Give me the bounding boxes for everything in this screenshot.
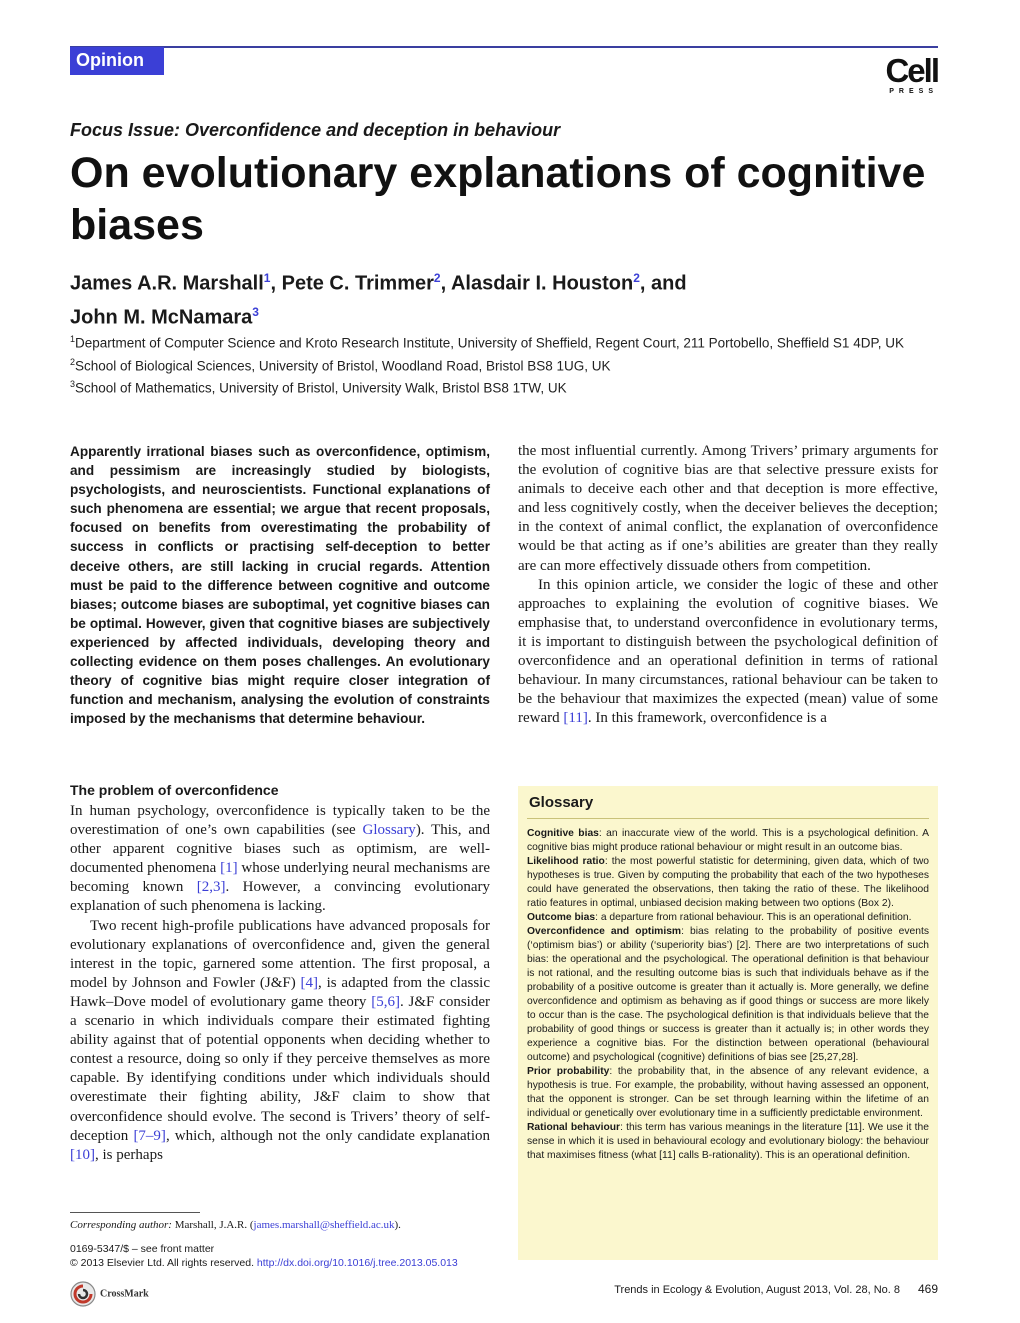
body-text-run: In human psychology, overconfidence is typically taken to be the overestimation of one’s own capabilities (see bbox=[70, 803, 490, 839]
author-affiliation-mark: 2 bbox=[433, 271, 441, 285]
author-name: Pete C. Trimmer bbox=[281, 272, 434, 295]
glossary-definition: : a departure from rational behaviour. This is an operational definition. bbox=[595, 912, 912, 923]
glossary-term: Overconfidence and optimism bbox=[527, 926, 682, 937]
body-right-column bbox=[518, 442, 938, 728]
crossmark-icon bbox=[70, 1281, 96, 1307]
author-affiliation-mark: 3 bbox=[252, 304, 259, 319]
affiliation-number: 1 bbox=[70, 334, 76, 344]
section-heading: The problem of overconfidence bbox=[70, 782, 279, 798]
glossary-term: Prior probability bbox=[527, 1066, 610, 1077]
affiliation-number: 2 bbox=[70, 356, 76, 367]
glossary-entry bbox=[527, 925, 929, 1065]
author-separator: , bbox=[270, 272, 282, 295]
author-name: Alasdair I. Houston bbox=[450, 272, 634, 295]
glossary-term: Likelihood ratio bbox=[527, 856, 605, 867]
glossary-entries bbox=[527, 827, 929, 1163]
header-rule bbox=[70, 46, 938, 48]
author-affiliation-mark: 1 bbox=[263, 271, 271, 285]
footnote-rule bbox=[70, 1212, 200, 1213]
section-tag: Opinion bbox=[70, 47, 164, 75]
author-separator: , bbox=[440, 272, 451, 295]
abstract: Apparently irrational biases such as overconfidence, optimism, and pessimism are increasingly studied by biologists, psychologists, and neuroscientists. Functional explanations of such phenomena are essential; we argue that recent proposals, focused on benefits from overestimating the probability of success in conflicts or practising self-deception to better deceive others, are still lacking in crucial regards. Attention must be paid to the difference between cognitive and outcome biases; outcome biases are suboptimal, yet cognitive biases can be optimal. However, given that cognitive biases are subjectively experienced by affected individuals, developing theory and collecting evidence on them poses challenges. An evolutionary theory of cognitive bias might require closer integration of function and mechanism, analysing the evolution of constraints imposed by the mechanisms that determine behaviour. bbox=[70, 444, 490, 727]
corresponding-author bbox=[70, 1218, 500, 1232]
affiliation-text: School of Biological Sciences, University of Bristol, Woodland Road, Bristol BS8 1UG, UK bbox=[75, 358, 611, 373]
author-affiliation-mark: 2 bbox=[633, 271, 640, 285]
citation-link[interactable]: [4] bbox=[300, 974, 319, 991]
author-separator: , and bbox=[639, 272, 687, 295]
body-paragraph bbox=[70, 917, 490, 1165]
glossary-rule bbox=[527, 818, 929, 819]
affiliation-text: School of Mathematics, University of Bristol, University Walk, Bristol BS8 1TW, UK bbox=[75, 380, 567, 396]
glossary-entry bbox=[527, 911, 929, 925]
glossary-heading: Glossary bbox=[529, 794, 594, 811]
glossary-entry bbox=[527, 827, 929, 855]
body-text-run: the most influential currently. Among Trivers’ primary arguments for the evolution of cognitive bias are that selective pressure exists for animals to deceive each other and that deception is more effective, and less cognitively costly, when the deceiver believes the deception; in the context of animal conflict, the explanation of overconfidence would be that acting as if one’s abilities are greater than they really are can more effectively dissuade others from competition. bbox=[518, 443, 938, 574]
email-link[interactable]: james.marshall@sheffield.ac.uk bbox=[253, 1219, 395, 1231]
glossary-entry bbox=[527, 1121, 929, 1163]
corresponding-label: Corresponding author: bbox=[70, 1219, 172, 1231]
article-title: On evolutionary explanations of cognitive biases bbox=[70, 149, 926, 249]
glossary-definition: : this term has various meanings in the literature [11]. We use it the sense in which it is used in behavioural ecology and evolutionary biology: the behaviour that maximises fitness (what [11] calls B-rationality). This is an operational definition. bbox=[527, 1122, 929, 1161]
glossary-term: Cognitive bias bbox=[527, 828, 599, 839]
issn-line: 0169-5347/$ – see front matter bbox=[70, 1243, 215, 1255]
body-text-run: ). This, and other apparent cognitive biases such as optimism, are well-documented phenomena bbox=[70, 822, 490, 877]
crossmark-label: CrossMark bbox=[100, 1288, 149, 1300]
affiliation-item bbox=[70, 353, 930, 376]
body-text-run: , is adapted from the classic Hawk–Dove model of evolutionary game theory bbox=[70, 974, 490, 1010]
glossary-entry bbox=[527, 1065, 929, 1121]
citation-link[interactable]: [7–9] bbox=[133, 1127, 166, 1144]
copyright-line bbox=[70, 1256, 510, 1270]
logo-sub: PRESS bbox=[889, 88, 938, 95]
author-list bbox=[70, 264, 930, 331]
glossary-definition: : bias relating to the probability of positive events (‘optimism bias’) or ability (‘superiority bias’) [2]. There are two interpretations of such bias: the operational and the psychological. The operational definition is that behaviour is not rational, and the resulting outcome bias is such that individuals behave as if the probability of a positive outcome is greater than it actually is. More generally, we define overconfidence and optimism as behaving as if good things or success are more likely to occur than is the case. The psychological definition is that individuals believe that the probability of good things or success is greater than it actually is; in other words they experience a cognitive bias. For the distinction between operational (behavioural outcome) and psychological (cognitive) definitions of bias see [25,27,28]. bbox=[527, 926, 929, 1063]
citation-link[interactable]: Glossary bbox=[362, 822, 416, 839]
body-paragraph bbox=[518, 576, 938, 729]
body-paragraph bbox=[518, 442, 938, 576]
citation-link[interactable]: [2,3] bbox=[196, 879, 226, 896]
body-text-run: . However, a convincing evolutionary explanation of such phenomena is lacking. bbox=[70, 879, 491, 915]
glossary-definition: : the most powerful statistic for determining, given data, which of two hypotheses is true. Given by computing the probability that each of the two hypotheses could have generated the observations, then taking the ratio of these. The likelihood ratio features in optimal, unbiased decision making between two options (Box 2). bbox=[527, 856, 929, 909]
citation-link[interactable]: [10] bbox=[70, 1146, 95, 1163]
corresponding-close: ). bbox=[394, 1219, 401, 1231]
citation-link[interactable]: [11] bbox=[563, 710, 588, 727]
author-name: John M. McNamara bbox=[70, 306, 253, 329]
corresponding-name: Marshall, J.A.R. ( bbox=[171, 1219, 254, 1231]
glossary-term: Rational behaviour bbox=[527, 1122, 621, 1133]
page-number: 469 bbox=[917, 1282, 938, 1296]
journal-citation: Trends in Ecology & Evolution, August 2013, Vol. 28, No. 8 bbox=[614, 1284, 900, 1296]
body-text-run: . J&F consider a scenario in which individuals compare their estimated fighting ability against that of potential opponents when deciding whether to contest a resource, doing so only if they perceive themselves as more capable. By identifying conditions under which individuals should overestimate their fighting ability, J&F claim to show that overconfidence should evolve. The second is Trivers’ theory of self-deception bbox=[70, 993, 490, 1144]
body-text-run: . In this framework, overconfidence is a bbox=[587, 710, 827, 727]
affiliation-item bbox=[70, 375, 930, 398]
glossary-definition: : an inaccurate view of the world. This is a psychological definition. A cognitive bias might produce rational behaviour or might result in an outcome bias. bbox=[527, 828, 929, 853]
affiliations bbox=[70, 330, 930, 398]
glossary-box bbox=[518, 786, 938, 1260]
citation-link[interactable]: [1] bbox=[220, 860, 238, 877]
glossary-definition: : the probability that, in the absence of any relevant evidence, a hypothesis is true. For example, the probability, without having assessed an opponent, that the opponent is stronger. Can be set through learning within the lifetime of an individual or genetically over evolutionary time in a sufficiently predictable environment. bbox=[527, 1066, 929, 1119]
affiliation-text: Department of Computer Science and Kroto Research Institute, University of Sheffield, Regent Court, 211 Portobello, Sheffield S1 4DP, UK bbox=[75, 335, 904, 351]
body-text-run: whose underlying neural mechanisms are becoming known bbox=[70, 860, 490, 896]
glossary-term: Outcome bias bbox=[527, 912, 596, 923]
citation-link[interactable]: [5,6] bbox=[371, 993, 400, 1010]
focus-issue: Focus Issue: Overconfidence and deception in behaviour bbox=[70, 120, 561, 140]
body-left-column bbox=[70, 802, 490, 1165]
body-text-run: Two recent high-profile publications have advanced proposals for evolutionary explanations of overconfidence and, given the general interest in the topic, garnered some attention. The first proposal, a model by Johnson and Fowler (J&F) bbox=[70, 917, 490, 991]
publisher-logo bbox=[885, 54, 938, 96]
glossary-entry bbox=[527, 855, 929, 911]
affiliation-item bbox=[70, 330, 930, 353]
body-text-run: , which, although not the only candidate explanation bbox=[165, 1127, 490, 1144]
crossmark-badge[interactable] bbox=[70, 1281, 149, 1307]
body-paragraph bbox=[70, 802, 490, 917]
copyright-text: © 2013 Elsevier Ltd. All rights reserved. bbox=[70, 1257, 257, 1269]
body-text-run: In this opinion article, we consider the logic of these and other approaches to explaining the evolution of cognitive biases. We emphasise that, to understand overconfidence in evolutionary terms, it is important to distinguish between the psychological definition of overconfidence and an operational definition in terms of rational behaviour. In many circumstances, rational behaviour can be taken to be the behaviour that maximizes the expected (mean) value of some reward bbox=[518, 576, 938, 727]
author-name: James A.R. Marshall bbox=[70, 272, 264, 295]
affiliation-number: 3 bbox=[70, 379, 76, 389]
doi-link[interactable]: http://dx.doi.org/10.1016/j.tree.2013.05.013 bbox=[256, 1257, 458, 1269]
body-text-run: , is perhaps bbox=[95, 1146, 163, 1163]
publication-meta bbox=[70, 1242, 510, 1270]
logo-word: Cell bbox=[885, 52, 938, 89]
